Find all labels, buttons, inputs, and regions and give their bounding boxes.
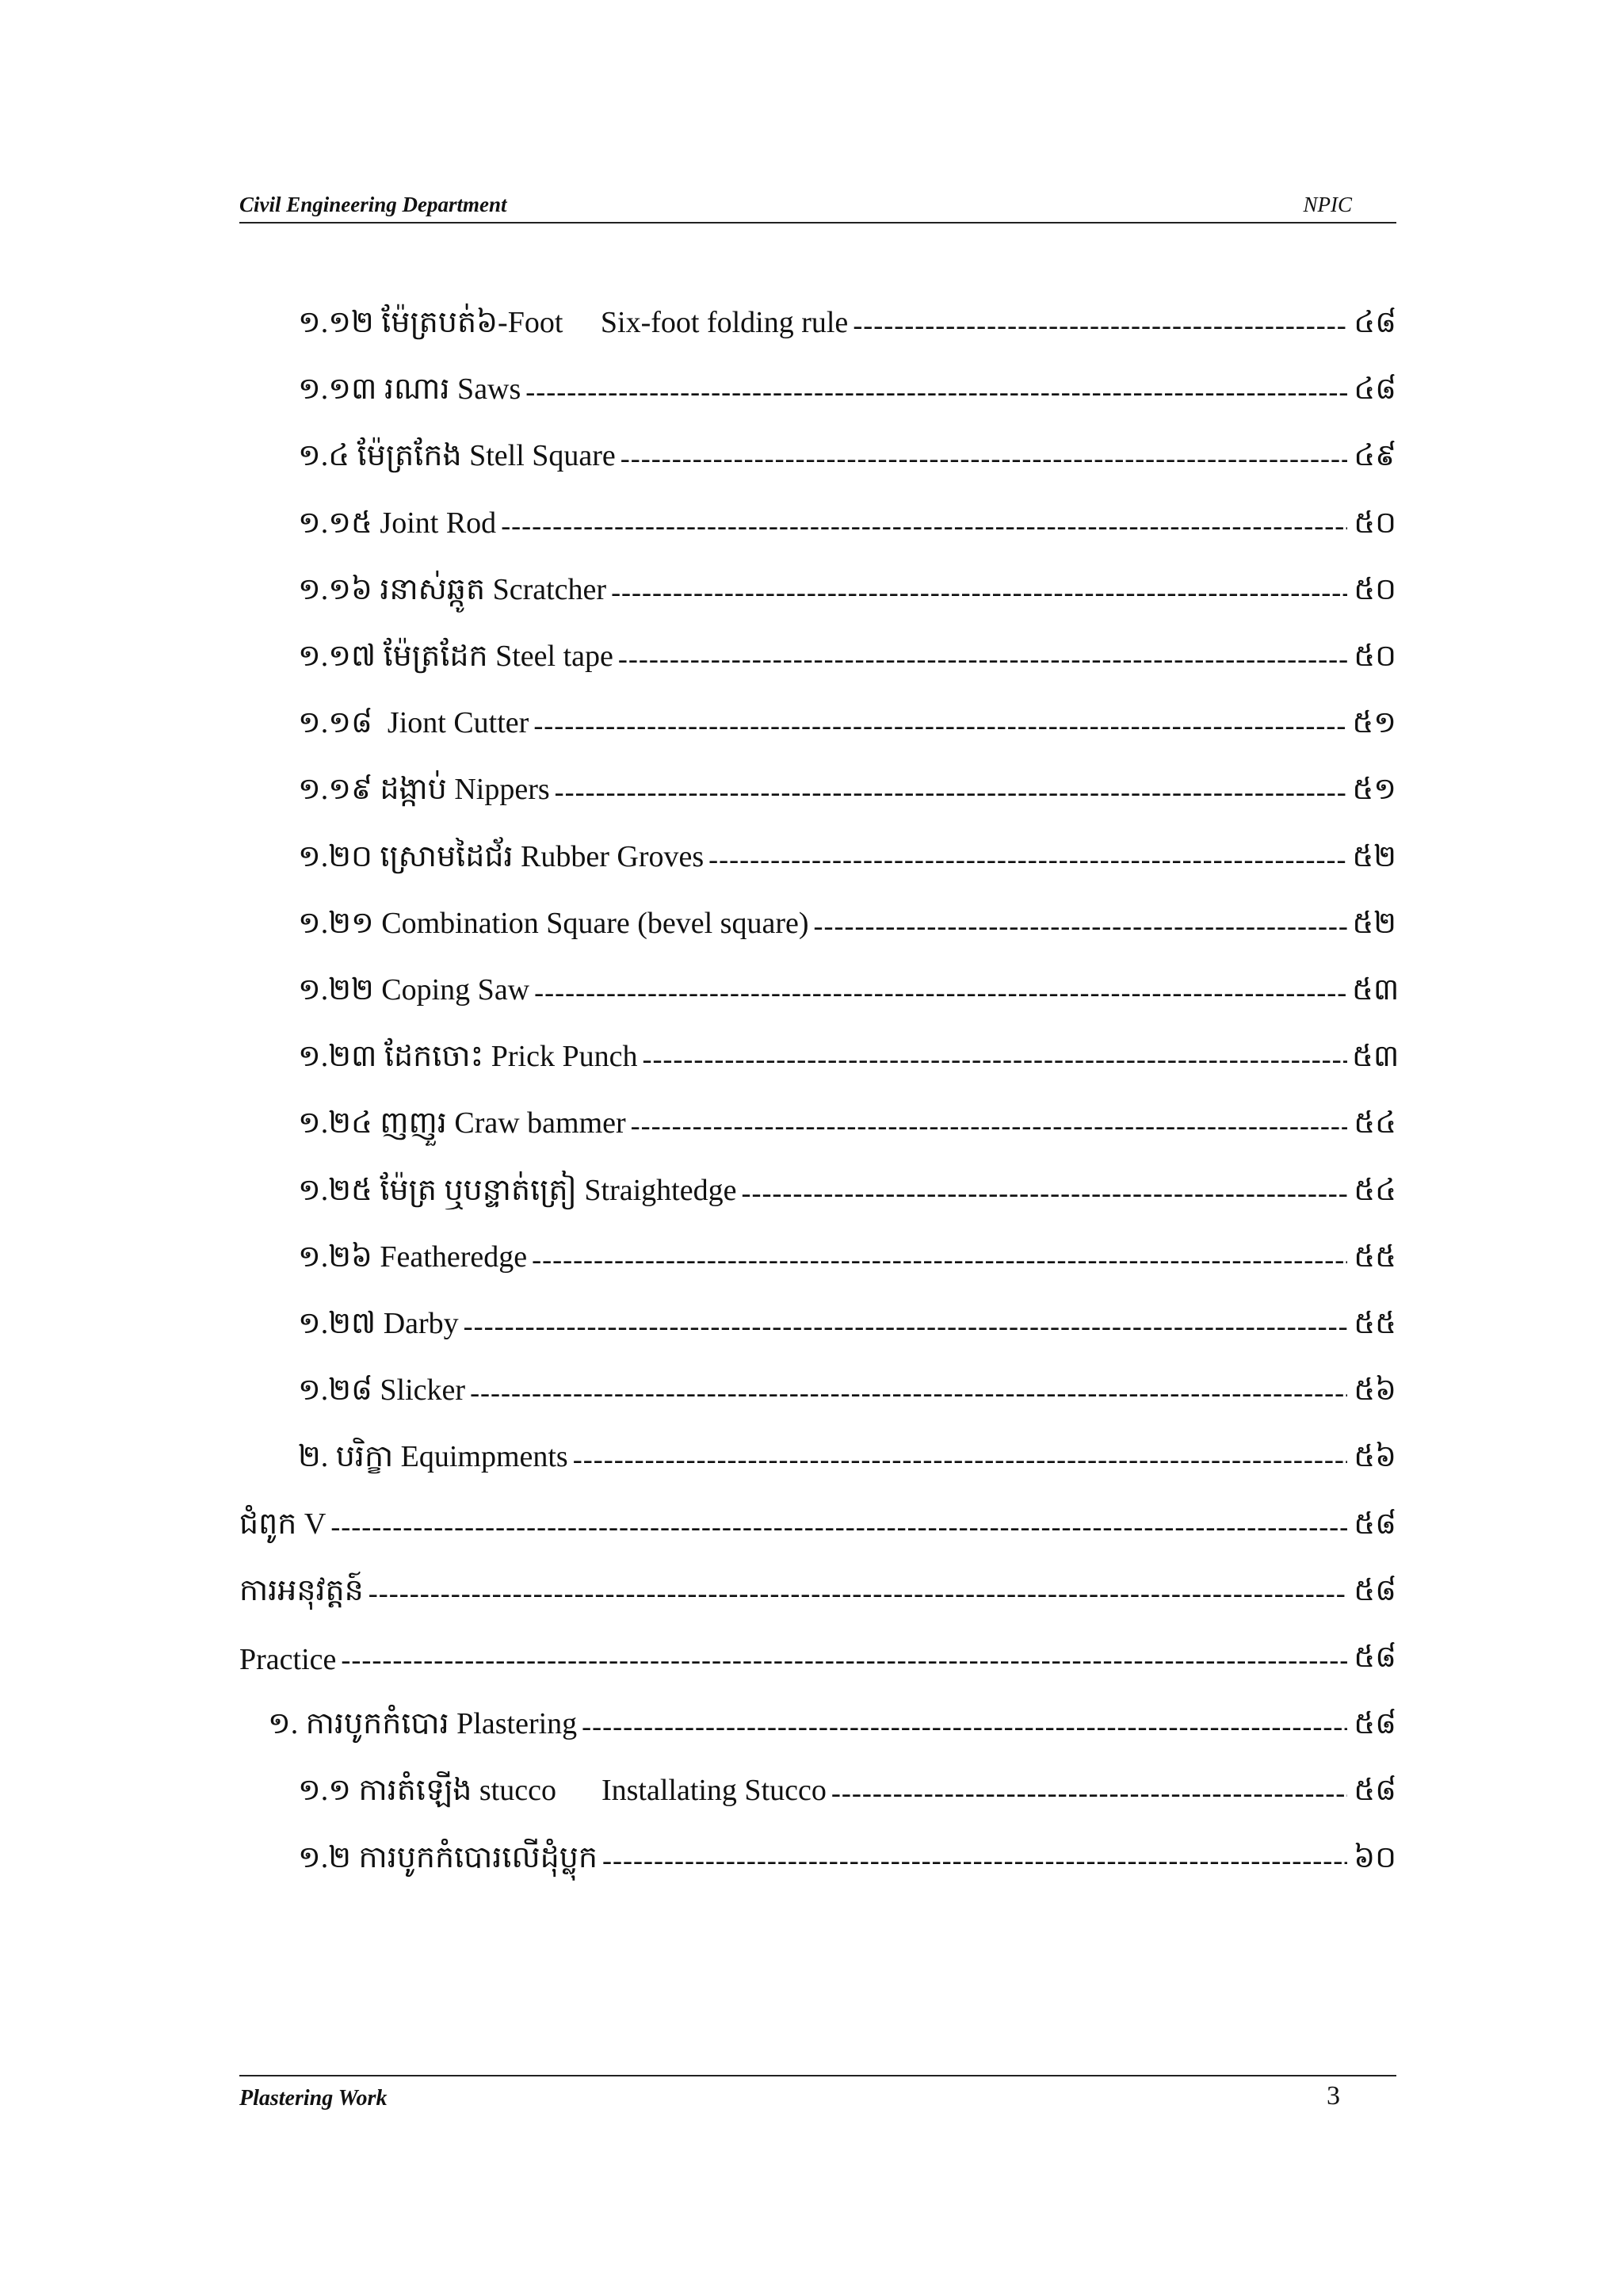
toc-leader-dashes xyxy=(470,1376,1347,1409)
toc-leader-dashes xyxy=(532,1243,1347,1276)
toc-entry[interactable] xyxy=(298,1369,1396,1416)
toc-entry-page: ៤៩ xyxy=(1354,439,1396,472)
footer-page-number: 3 xyxy=(1327,2081,1340,2111)
toc-entry-page: ៥៤ xyxy=(1354,1174,1396,1207)
toc-entry-page: ៥០ xyxy=(1354,640,1396,673)
toc-entry[interactable] xyxy=(298,768,1396,816)
page-header xyxy=(239,190,1396,223)
toc-entry[interactable] xyxy=(298,701,1396,749)
toc-entry[interactable] xyxy=(239,1503,1396,1550)
toc-leader-dashes xyxy=(853,308,1347,342)
toc-entry-title: ១.១៨ Jiont Cutter xyxy=(298,706,529,739)
toc-leader-dashes xyxy=(525,375,1347,408)
toc-entry[interactable] xyxy=(298,835,1396,883)
toc-entry-page: ៥៨ xyxy=(1354,1774,1396,1807)
toc-entry-title: ១.២៦ Featheredge xyxy=(298,1240,528,1274)
toc-leader-dashes xyxy=(611,575,1347,609)
toc-entry-page: ៥៨ xyxy=(1354,1707,1396,1740)
header-department: Civil Engineering Department xyxy=(239,193,507,216)
toc-entry-title: ១.១២ ម៉ែត្របត់៦-Foot Six-foot folding rule xyxy=(298,306,849,339)
toc-entry[interactable] xyxy=(298,1435,1396,1483)
toc-leader-dashes xyxy=(741,1176,1347,1209)
toc-entry-title: ១.២ ការបូកកំបោរលើដុំប្លុក xyxy=(298,1841,598,1874)
toc-leader-dashes xyxy=(602,1843,1347,1877)
toc-leader-dashes xyxy=(501,509,1347,542)
toc-entry-title: ១.១៩ ដង្កាប់ Nippers xyxy=(298,773,550,806)
toc-entry-page: ៥១ xyxy=(1352,773,1396,806)
toc-entry[interactable] xyxy=(298,1035,1400,1083)
toc-entry-title: ១.២៤ ញញួរ Craw bammer xyxy=(298,1106,626,1140)
toc-entry[interactable] xyxy=(268,1702,1396,1750)
toc-entry-page: ៥០ xyxy=(1354,573,1396,606)
toc-leader-dashes xyxy=(330,1510,1347,1543)
toc-entry[interactable] xyxy=(239,1636,1396,1683)
toc-entry-title: ១.២៥ ម៉ែត្រ ឬបន្ទាត់ត្រៀ Straightedge xyxy=(298,1174,737,1207)
toc-entry-page: ៥៦ xyxy=(1354,1373,1396,1407)
toc-entry-title: Practice xyxy=(239,1643,337,1676)
toc-entry-page: ៥៦ xyxy=(1354,1440,1396,1473)
toc-entry-page: ៥៤ xyxy=(1354,1106,1396,1140)
toc-leader-dashes xyxy=(814,909,1347,942)
toc-entry-page: ៥៣ xyxy=(1352,973,1400,1007)
toc-leader-dashes xyxy=(341,1643,1347,1676)
toc-entry-title: ១.១ ការតំឡើង stucco Installating Stucco xyxy=(298,1774,827,1807)
toc-entry-page: ៥៨ xyxy=(1354,1641,1396,1674)
toc-entry-title: ១.៤ ម៉ែត្រកែង Stell Square xyxy=(298,439,616,472)
toc-entry-page: ៦០ xyxy=(1354,1841,1396,1874)
header-institute: NPIC xyxy=(1303,193,1352,216)
toc-entry-page: ៥៥ xyxy=(1354,1240,1396,1274)
toc-entry-title: ការអនុវត្តន៍ xyxy=(239,1574,364,1607)
toc-entry-title: ១.២៨ Slicker xyxy=(298,1373,466,1407)
toc-leader-dashes xyxy=(533,709,1347,742)
toc-entry[interactable] xyxy=(298,434,1396,482)
toc-leader-dashes xyxy=(831,1776,1347,1809)
toc-entry[interactable] xyxy=(298,1302,1396,1350)
toc-leader-dashes xyxy=(582,1710,1347,1743)
toc-entry-title: ១.២១ Combination Square (bevel square) xyxy=(298,907,809,940)
toc-entry-page: ៥២ xyxy=(1352,840,1396,873)
toc-leader-dashes xyxy=(369,1576,1347,1610)
toc-entry[interactable] xyxy=(298,1769,1396,1817)
toc-entry[interactable] xyxy=(298,968,1400,1016)
toc-entry-title: ១.១៦ រនាស់ឆ្កូត Scratcher xyxy=(298,573,607,606)
toc-leader-dashes xyxy=(642,1042,1347,1075)
toc-entry-title: ១.២៣ ដែកចោះ Prick Punch xyxy=(298,1040,638,1073)
toc-entry[interactable] xyxy=(298,1102,1396,1149)
footer-title: Plastering Work xyxy=(239,2086,388,2111)
toc-entry-title: ១.១៥ Joint Rod xyxy=(298,506,497,540)
toc-entry-title: ១.២៧ Darby xyxy=(298,1307,459,1340)
toc-entry[interactable] xyxy=(298,568,1396,616)
toc-leader-dashes xyxy=(464,1309,1347,1343)
toc-entry-title: ១.២២ Coping Saw xyxy=(298,973,530,1007)
toc-entry[interactable] xyxy=(298,1836,1396,1884)
toc-entry-page: ៥១ xyxy=(1352,706,1396,739)
toc-entry[interactable] xyxy=(239,1569,1396,1617)
toc-leader-dashes xyxy=(618,642,1347,675)
toc-entry-title: ជំពូក V xyxy=(239,1507,327,1541)
toc-leader-dashes xyxy=(534,976,1347,1009)
page-footer xyxy=(239,2075,1396,2111)
toc-entry-page: ៤៨ xyxy=(1354,372,1396,406)
toc-entry[interactable] xyxy=(298,635,1396,682)
toc-entry-title: ១. ការបូកកំបោរ Plastering xyxy=(268,1707,578,1740)
toc-leader-dashes xyxy=(555,775,1347,808)
toc-entry-page: ៤៨ xyxy=(1354,306,1396,339)
toc-leader-dashes xyxy=(573,1442,1347,1476)
toc-entry[interactable] xyxy=(298,502,1396,549)
toc-entry-page: ៥៨ xyxy=(1354,1507,1396,1541)
toc-entry-page: ៥៨ xyxy=(1354,1574,1396,1607)
toc-entry-title: ១.២០ ស្រោមដៃជ័រ Rubber Groves xyxy=(298,840,705,873)
toc-leader-dashes xyxy=(708,842,1347,876)
toc-entry[interactable] xyxy=(298,368,1396,415)
toc-entry-title: ១.១៣ រណារ Saws xyxy=(298,372,521,406)
toc-entry[interactable] xyxy=(298,902,1396,949)
toc-entry-title: ១.១៧ ម៉ែត្រដែក Steel tape xyxy=(298,640,613,673)
toc-entry-page: ៥៥ xyxy=(1354,1307,1396,1340)
toc-entry[interactable] xyxy=(298,301,1396,349)
toc-entry-page: ៥៣ xyxy=(1352,1040,1400,1073)
toc-entry-page: ៥០ xyxy=(1354,506,1396,540)
toc-entry[interactable] xyxy=(298,1169,1396,1217)
toc-leader-dashes xyxy=(621,441,1347,475)
toc-entry-title: ២. បរិក្ខា Equimpments xyxy=(298,1440,568,1473)
toc-entry-page: ៥២ xyxy=(1352,907,1396,940)
toc-entry[interactable] xyxy=(298,1236,1396,1283)
toc-leader-dashes xyxy=(631,1109,1347,1142)
